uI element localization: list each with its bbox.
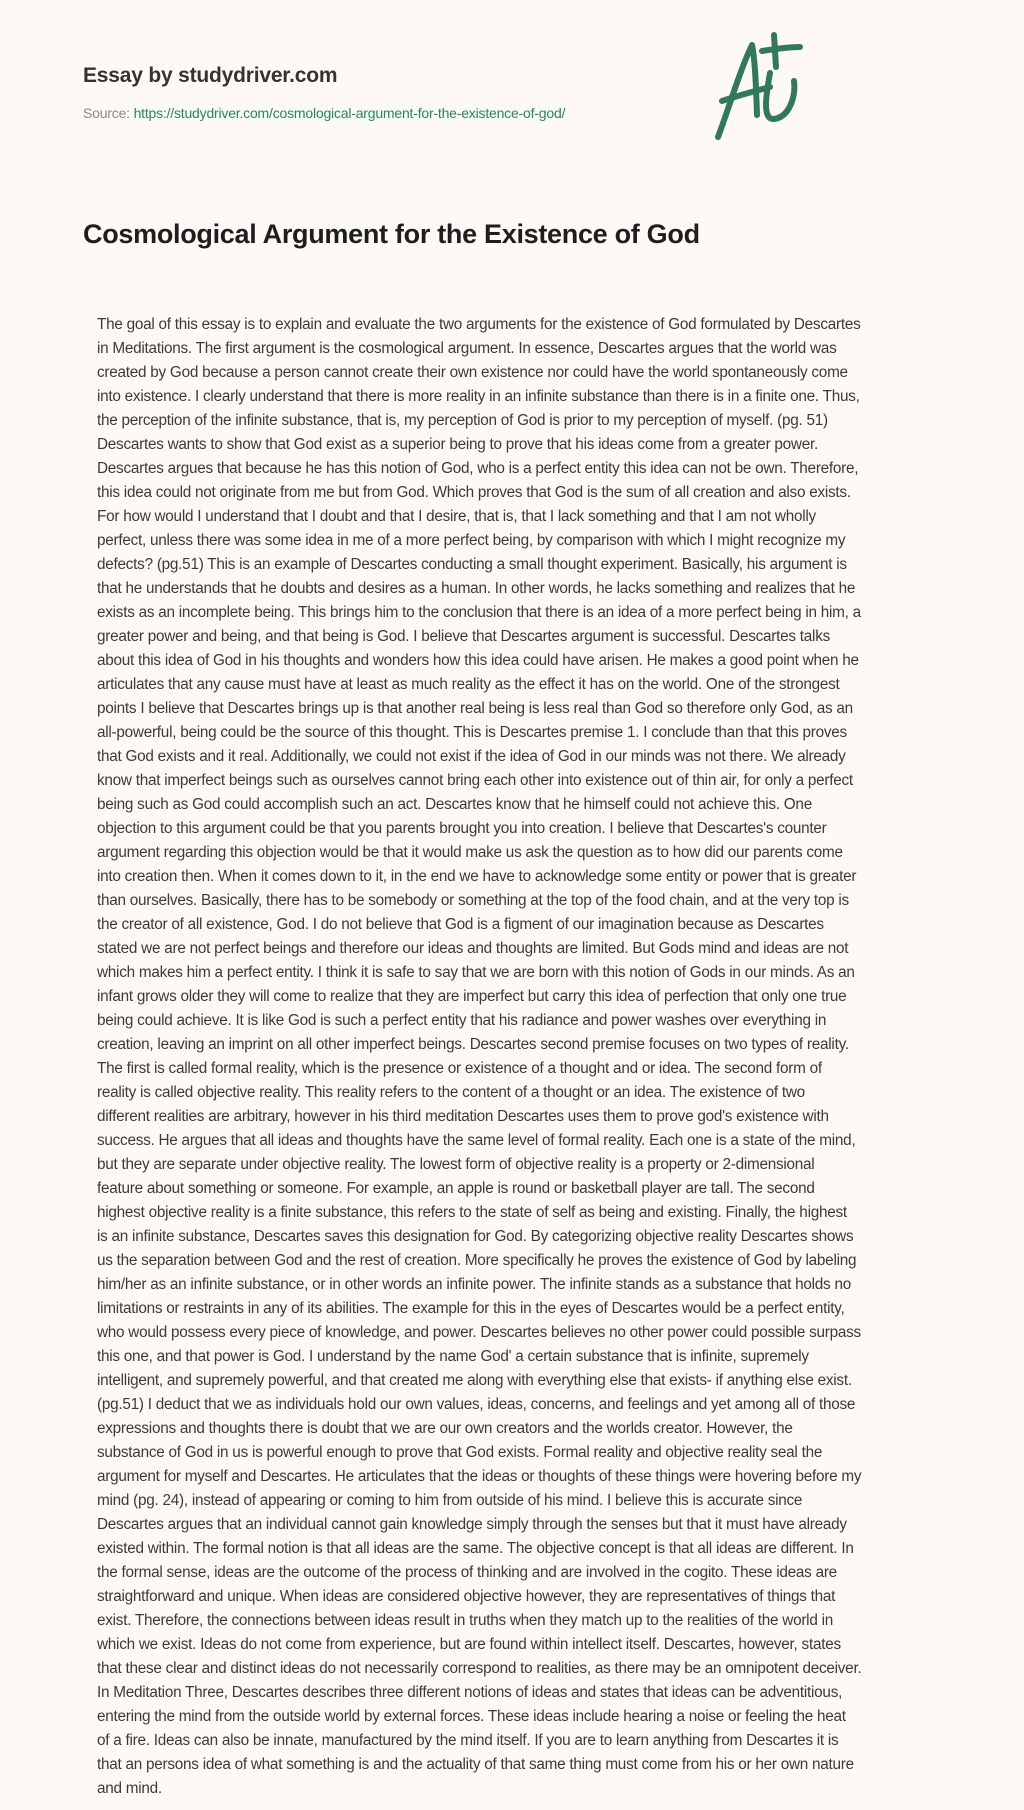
essay-text-line: who would possess every piece of knowledge, and power. Descartes believes no other power could possible surpass <box>97 1324 861 1341</box>
essay-text-line: straightforward and unique. When ideas are considered objective however, they are representatives of things that <box>97 1588 836 1605</box>
essay-text-line: expressions and thoughts there is doubt that we are our own creators and the worlds creator. However, the <box>97 1420 793 1437</box>
essay-text-line: infant grows older they will come to realize that they are imperfect but carry this idea of perfection that only one true <box>97 988 847 1005</box>
essay-text-line: into existence. I clearly understand that there is more reality in an infinite substance than there is in a finite one. Thus, <box>97 388 860 405</box>
essay-body <box>97 313 967 1801</box>
essay-text-line: of a fire. Ideas can also be innate, manufactured by the mind itself. If you are to learn anything from Descartes it is <box>97 1732 839 1749</box>
source-link[interactable]: https://studydriver.com/cosmological-argument-for-the-existence-of-god/ <box>133 105 566 121</box>
essay-text-line: feature about something or someone. For example, an apple is round or basketball player are tall. The second <box>97 1180 815 1197</box>
essay-text-line: mind (pg. 24), instead of appearing or coming to him from outside of his mind. I believe this is accurate since <box>97 1492 803 1509</box>
essay-text-line: that these clear and distinct ideas do not necessarily correspond to realities, as there may be an omnipotent deceiver. <box>97 1660 862 1677</box>
essay-text-line: existed within. The formal notion is that all ideas are the same. The objective concept is that all ideas are different. In <box>97 1540 854 1557</box>
essay-text-line: reality is called objective reality. This reality refers to the content of a thought or an idea. The existence of two <box>97 1084 805 1101</box>
essay-text-line: The first is called formal reality, which is the presence or existence of a thought and or idea. The second form of <box>97 1060 822 1077</box>
essay-text-line: him/her as an infinite substance, or in other words an infinite power. The infinite stands as a substance that holds no <box>97 1276 851 1293</box>
essay-text-line: entering the mind from the outside world by external forces. These ideas include hearing a noise or feeling the heat <box>97 1708 846 1725</box>
essay-text-line: than ourselves. Basically, there has to be somebody or something at the top of the food chain, and at the very top is <box>97 892 849 909</box>
essay-text-line: in Meditations. The first argument is the cosmological argument. In essence, Descartes argues that the world was <box>97 340 837 357</box>
essay-text-line: all-powerful, being could be the source of this thought. This is Descartes premise 1. I conclude than that this proves <box>97 724 847 741</box>
essay-text-line: highest objective reality is a finite substance, this refers to the state of self as being and existing. Finally, the highest <box>97 1204 847 1221</box>
essay-text-line: perfect, unless there was some idea in me of a more perfect being, by comparison with which I might recognize my <box>97 532 846 549</box>
essay-text-line: success. He argues that all ideas and thoughts have the same level of formal reality. Each one is a state of the mind, <box>97 1132 856 1149</box>
essay-text-line: creation, leaving an imprint on all other imperfect beings. Descartes second premise focuses on two types of reality. <box>97 1036 849 1053</box>
essay-text-line: argument for myself and Descartes. He articulates that the ideas or thoughts of these things were hovering before my <box>97 1468 862 1485</box>
essay-text-line: defects? (pg.51) This is an example of Descartes conducting a small thought experiment. Basically, his argument is <box>97 556 847 573</box>
source-line <box>83 105 565 121</box>
essay-text-line: stated we are not perfect beings and therefore our ideas and thoughts are limited. But Gods mind and ideas are not <box>97 940 849 957</box>
a-plus-logo-icon <box>700 25 820 145</box>
essay-text-line: Descartes wants to show that God exist as a superior being to prove that his ideas come from a greater power. <box>97 436 818 453</box>
essay-text-line: objection to this argument could be that you parents brought you into creation. I believe that Descartes's counter <box>97 820 827 837</box>
essay-text-line: that God exists and it real. Additionally, we could not exist if the idea of God in our minds was not there. We already <box>97 748 846 765</box>
essay-text-line: Descartes argues that an individual cannot gain knowledge simply through the senses but that it must have already <box>97 1516 847 1533</box>
essay-text-line: The goal of this essay is to explain and evaluate the two arguments for the existence of God formulated by Descartes <box>97 316 861 333</box>
essay-text-line: is an infinite substance, Descartes saves this designation for God. By categorizing objective reality Descartes shows <box>97 1228 854 1245</box>
essay-text-line: Descartes argues that because he has this notion of God, who is a perfect entity this idea can not be own. Therefore, <box>97 460 859 477</box>
essay-text-line: which we exist. Ideas do not come from experience, but are found within intellect itself. Descartes, however, states <box>97 1636 841 1653</box>
site-brand: Essay by studydriver.com <box>83 64 338 87</box>
essay-text-line: substance of God in us is powerful enough to prove that God exists. Formal reality and objective reality seal the <box>97 1444 823 1461</box>
essay-text-line: the creator of all existence, God. I do not believe that God is a figment of our imagination because as Descartes <box>97 916 824 933</box>
essay-text-line: being such as God could accomplish such an act. Descartes know that he himself could not achieve this. One <box>97 796 812 813</box>
essay-text-line: the perception of the infinite substance, that is, my perception of God is prior to my perception of myself. (pg. 51) <box>97 412 828 429</box>
essay-text-line: For how would I understand that I doubt and that I desire, that is, that I lack something and that I am not wholly <box>97 508 816 525</box>
source-label: Source: <box>83 105 130 121</box>
essay-text-line: that he understands that he doubts and desires as a human. In other words, he lacks something and realizes that he <box>97 580 856 597</box>
essay-text-line: intelligent, and supremely powerful, and that created me along with everything else that exists- if anything else exist. <box>97 1372 852 1389</box>
essay-text-line: this idea could not originate from me but from God. Which proves that God is the sum of all creation and also exists. <box>97 484 851 501</box>
essay-text-line: that an persons idea of what something is and the actuality of that same thing must come from his or her own nature <box>97 1756 854 1773</box>
essay-text-line: (pg.51) I deduct that we as individuals hold our own values, ideas, concerns, and feelings and yet among all of those <box>97 1396 856 1413</box>
essay-text-line: this one, and that power is God. I understand by the name God' a certain substance that is infinite, supremely <box>97 1348 809 1365</box>
essay-text-line: but they are separate under objective reality. The lowest form of objective reality is a property or 2-dimensional <box>97 1156 815 1173</box>
essay-text-line: the formal sense, ideas are the outcome of the process of thinking and are involved in the cogito. These ideas are <box>97 1564 837 1581</box>
essay-text-line: points I believe that Descartes brings up is that another real being is less real than God so therefore only God, as an <box>97 700 853 717</box>
essay-text-line: argument regarding this objection would be that it would make us ask the question as to how did our parents come <box>97 844 843 861</box>
essay-text-line: know that imperfect beings such as ourselves cannot bring each other into existence out of thin air, for only a perfect <box>97 772 853 789</box>
essay-title: Cosmological Argument for the Existence of God <box>83 219 700 249</box>
essay-text-line: In Meditation Three, Descartes describes three different notions of ideas and states that ideas can be adventitious, <box>97 1684 843 1701</box>
essay-text-line: exist. Therefore, the connections between ideas result in truths when they match up to the realities of the world in <box>97 1612 833 1629</box>
essay-text-line: into creation then. When it comes down to it, in the end we have to acknowledge some entity or power that is greater <box>97 868 857 885</box>
essay-text-line: articulates that any cause must have at least as much reality as the effect it has on the world. One of the strongest <box>97 676 840 693</box>
essay-text-line: created by God because a person cannot create their own existence nor could have the world spontaneously come <box>97 364 848 381</box>
essay-text-line: limitations or restraints in any of its abilities. The example for this in the eyes of Descartes would be a perfect entity, <box>97 1300 845 1317</box>
essay-text-line: exists as an incomplete being. This brings him to the conclusion that there is an idea of a more perfect being in him, a <box>97 604 861 621</box>
essay-text-line: being could achieve. It is like God is such a perfect entity that his radiance and power washes over everything in <box>97 1012 827 1029</box>
essay-text-line: greater power and being, and that being is God. I believe that Descartes argument is successful. Descartes talks <box>97 628 830 645</box>
essay-text-line: which makes him a perfect entity. I think it is safe to say that we are born with this notion of Gods in our minds. As an <box>97 964 855 981</box>
essay-text-line: different realities are arbitrary, however in his third meditation Descartes uses them to prove god's existence with <box>97 1108 829 1125</box>
essay-text-line: us the separation between God and the rest of creation. More specifically he proves the existence of God by labeling <box>97 1252 857 1269</box>
essay-text-line: about this idea of God in his thoughts and wonders how this idea could have arisen. He makes a good point when he <box>97 652 859 669</box>
essay-text-line: and mind. <box>97 1780 162 1797</box>
